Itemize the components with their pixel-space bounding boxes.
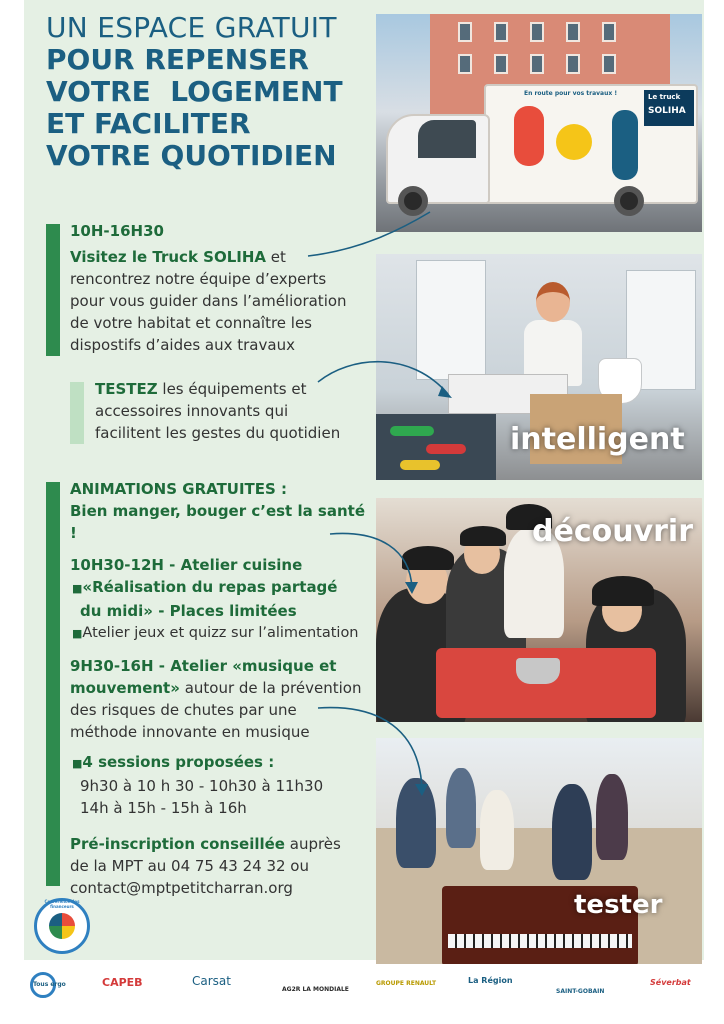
word-tester: tester xyxy=(574,890,663,920)
woman-head xyxy=(536,282,570,322)
title-line-2: POUR REPENSER xyxy=(46,43,309,76)
badge-label: Conférence des financeurs xyxy=(44,899,80,909)
visit-line-2: rencontrez notre équipe d’experts xyxy=(70,270,327,288)
chef-hat xyxy=(402,546,454,570)
contact-line-2: de la MPT au 04 75 43 24 32 ou xyxy=(70,857,309,875)
visit-lead: Visitez le Truck SOLIHA xyxy=(70,248,266,266)
logo-renault: GROUPE RENAULT xyxy=(376,980,437,987)
truck-caption: En route pour vos travaux ! xyxy=(524,90,618,97)
conference-financeurs-badge xyxy=(34,898,90,954)
music-title-line-2: mouvement» xyxy=(70,679,180,697)
chef-hat xyxy=(460,526,506,546)
test-line-2: accessoires innovants qui xyxy=(95,402,289,420)
test-section xyxy=(95,378,375,444)
contact-lead: Pré-inscription conseillée xyxy=(70,835,285,853)
visit-section xyxy=(70,220,370,356)
truck-photo xyxy=(376,14,702,232)
visit-line-4: de votre habitat et connaître les xyxy=(70,314,312,332)
utensil xyxy=(426,444,466,454)
dancer xyxy=(446,768,476,848)
truck-brand-line-2: SOLIHA xyxy=(648,106,686,116)
animations-section xyxy=(70,478,370,899)
utensil xyxy=(390,426,434,436)
visit-line-5: dispostifs d’aides aux travaux xyxy=(70,336,295,354)
visit-line-3: pour vous guider dans l’amélioration xyxy=(70,292,347,310)
building-window xyxy=(494,22,508,42)
cuisine-title: 10H30-12H - Atelier cuisine xyxy=(70,556,303,574)
animations-heading-2: Bien manger, bouger c’est la santé ! xyxy=(70,502,365,542)
building-window xyxy=(602,22,616,42)
cuisine-item-2: ■Atelier jeux et quizz sur l’alimentation xyxy=(72,625,359,641)
dancer xyxy=(480,790,514,870)
piano-keys xyxy=(448,934,632,948)
title-line-4: ET FACILITER xyxy=(46,107,251,140)
test-lead: TESTEZ xyxy=(95,380,158,398)
dance-photo xyxy=(376,738,702,964)
building-window xyxy=(494,54,508,74)
truck-brand-line-1: Le truck xyxy=(648,93,681,101)
word-intelligent: intelligent xyxy=(510,422,685,457)
logo-carsat: Carsat xyxy=(192,974,231,988)
visit-line-1 xyxy=(70,246,370,268)
music-title-line-1: 9H30-16H - Atelier «musique et xyxy=(70,657,337,675)
dancer xyxy=(596,774,628,860)
test-line-1 xyxy=(95,378,375,400)
music-line-4: méthode innovante en musique xyxy=(70,723,310,741)
logo-tousergo xyxy=(30,972,66,998)
cuisine-item-1-text: «Réalisation du repas partagé xyxy=(82,578,338,596)
contact-line-1 xyxy=(70,833,370,855)
logo-severbat: Séverbat xyxy=(650,978,691,987)
chef-hat xyxy=(592,576,654,606)
building-window xyxy=(458,54,472,74)
logo-ag2r: AG2R LA MONDIALE xyxy=(282,986,349,993)
building-window xyxy=(458,22,472,42)
cuisine-item-2-text: Atelier jeux et quizz sur l’alimentation xyxy=(82,625,359,641)
bathroom-photo xyxy=(376,254,702,480)
building-window xyxy=(566,54,580,74)
test-line-1-rest: les équipements et xyxy=(157,380,307,398)
building-window xyxy=(530,22,544,42)
sessions-line-1: 9h30 à 10 h 30 - 10h30 à 11h30 xyxy=(80,777,324,795)
contact-line-1-rest: auprès xyxy=(284,835,341,853)
title-line-5: VOTRE QUOTIDIEN xyxy=(46,139,337,172)
dancer xyxy=(552,784,592,880)
music-line-2-rest: autour de la prévention xyxy=(179,679,362,697)
truck-illustration xyxy=(514,106,544,166)
sessions-title: ■4 sessions proposées : xyxy=(72,753,275,771)
truck-window xyxy=(418,120,476,158)
title-line-1: UN ESPACE GRATUIT xyxy=(46,11,337,44)
truck-illustration xyxy=(556,124,592,160)
section-bar-visit xyxy=(46,224,60,356)
badge-emblem xyxy=(49,913,75,939)
contact-email: contact@mptpetitcharran.org xyxy=(70,879,293,897)
animations-heading-1: ANIMATIONS GRATUITES : xyxy=(70,480,288,498)
truck-brand-panel xyxy=(644,90,694,126)
truck-wheel xyxy=(614,186,644,216)
section-bar-animations xyxy=(46,482,60,886)
cooking-pot xyxy=(516,658,560,684)
wall-panel xyxy=(416,260,486,380)
cuisine-item-1-line-2: du midi» - Places limitées xyxy=(80,602,297,620)
music-line-2 xyxy=(70,677,370,699)
partner-logos xyxy=(24,966,704,1012)
word-decouvrir: découvrir xyxy=(532,514,694,549)
visit-hours: 10H-16H30 xyxy=(70,222,164,240)
sessions-line-2: 14h à 15h - 15h à 16h xyxy=(80,799,247,817)
poster-title xyxy=(46,12,376,172)
section-bar-test xyxy=(70,382,84,444)
building-window xyxy=(566,22,580,42)
logo-region: La Région xyxy=(468,976,513,985)
test-line-3: facilitent les gestes du quotidien xyxy=(95,424,341,442)
building-window xyxy=(530,54,544,74)
building-window xyxy=(602,54,616,74)
truck-illustration xyxy=(612,110,638,180)
logo-saint-gobain: SAINT-GOBAIN xyxy=(556,988,605,995)
visit-line-1-rest: et xyxy=(266,248,286,266)
logo-capeb: CAPEB xyxy=(102,976,143,989)
cooking-photo xyxy=(376,498,702,722)
cuisine-item-1-line-1: ■«Réalisation du repas partagé xyxy=(72,578,338,596)
truck-wheel xyxy=(398,186,428,216)
title-line-3: VOTRE LOGEMENT xyxy=(46,75,343,108)
music-line-3: des risques de chutes par une xyxy=(70,701,297,719)
tousergo-icon: Tous ergo xyxy=(30,972,56,998)
utensil xyxy=(400,460,440,470)
sessions-title-text: 4 sessions proposées : xyxy=(82,753,275,771)
dancer xyxy=(396,778,436,868)
